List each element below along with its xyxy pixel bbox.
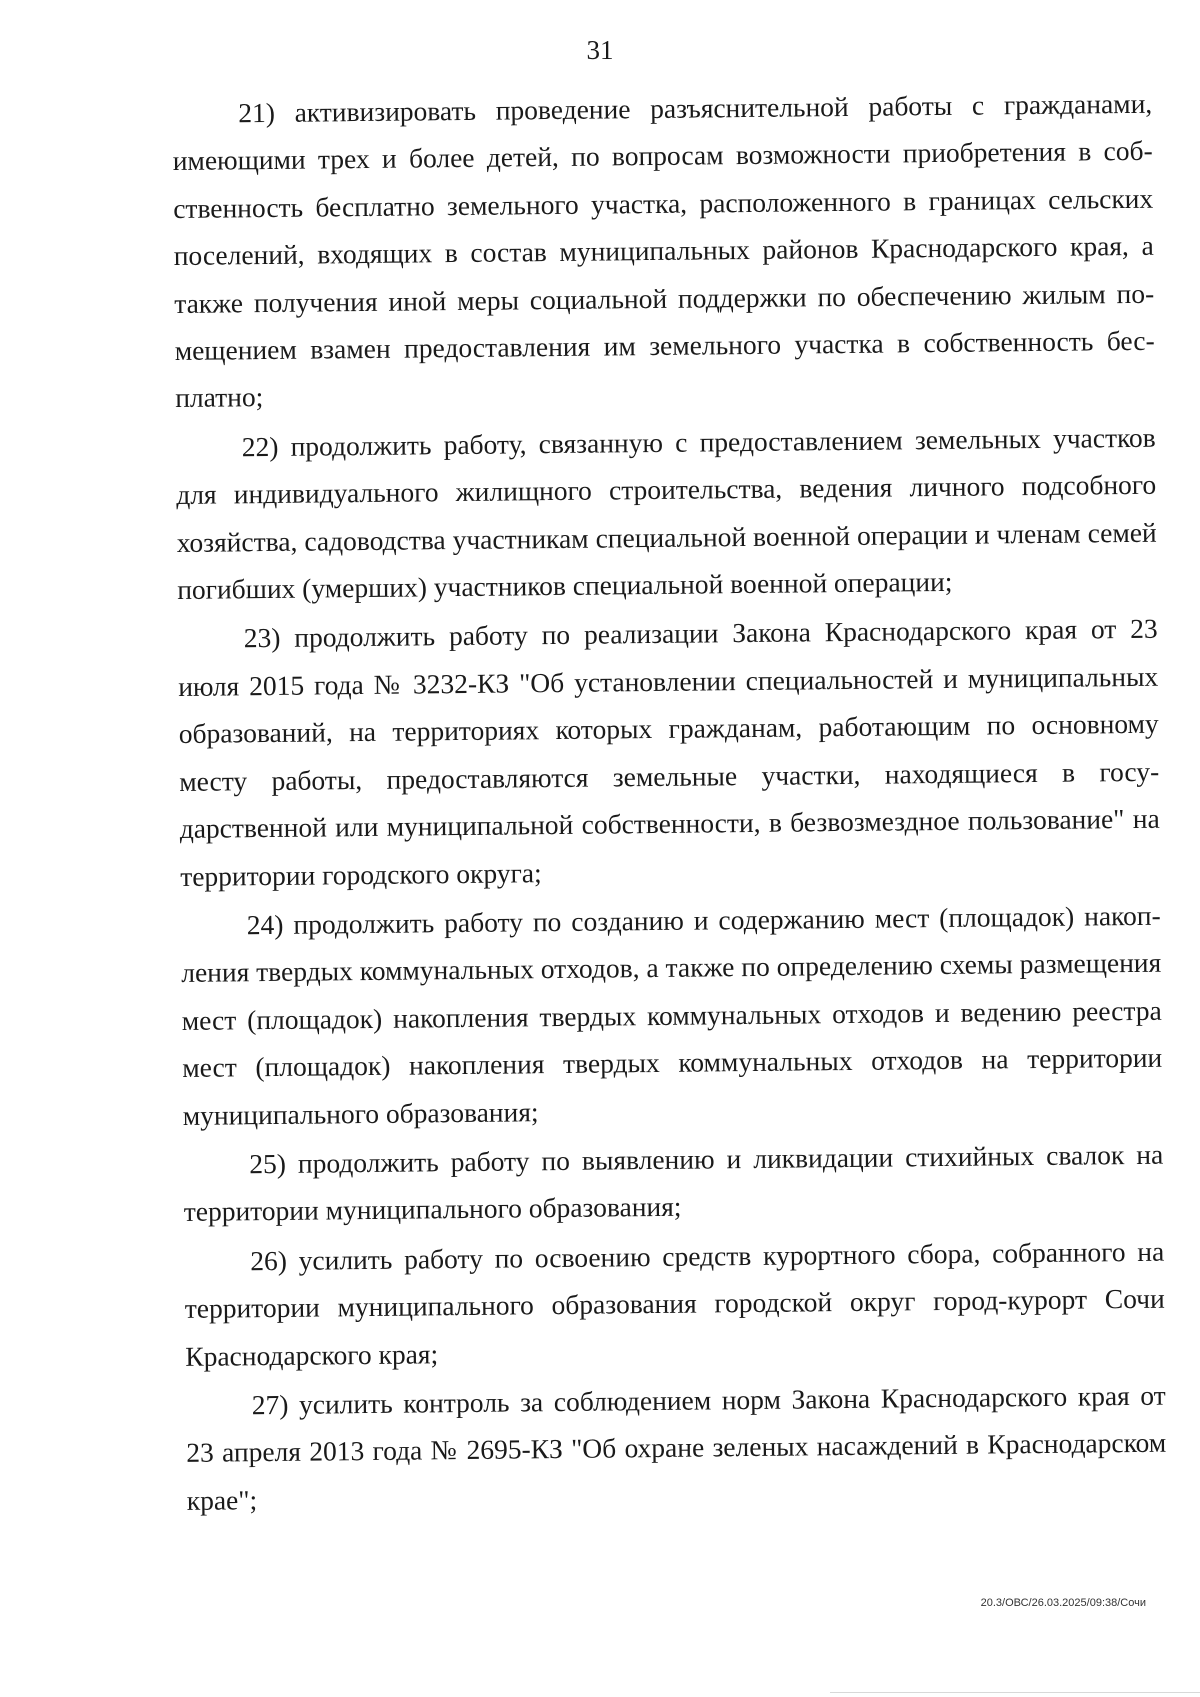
paragraph-21: 21) активизировать проведение разъяснительной работы с гражданами, имеющими трех и более детей, по вопросам возможности приобретения в собственность бесплатно земельного участка, расположенного в границах сельских поселений, входящих в состав муниципальных районов Краснодарского края, а также получения иной меры социальной поддержки по обеспечению жилым помещением взамен предоставления им земельного участка в собственность бесплатно; xyxy=(172,87,1155,414)
paragraph-23: 23) продолжить работу по реализации Закона Краснодарского края от 23 июля 2015 года № 3232-КЗ "Об установлении специальностей и муниципальных образований, на территориях которых гражданам, работающим по основному месту работы, предоставляются земельные участки, находящиеся в государственной или муниципальной собственности, в безвозмездное пользование" на территории городского округа; xyxy=(178,613,1160,892)
page-number: 31 xyxy=(586,35,614,65)
paragraph-25: 25) продолжить работу по выявлению и ликвидации стихийных свалок на территории муниципального образования; xyxy=(183,1138,1164,1228)
paragraph-22: 22) продолжить работу, связанную с предоставлением земельных участков для индивидуального жилищного строительства, ведения личного подсобного хозяйства, садоводства участникам специальной военной операции и членам семей погибших (умерших) участников специальной военной операции; xyxy=(176,421,1157,606)
scan-edge-line xyxy=(830,1692,1200,1693)
registration-stamp: 20.3/ОВС/26.03.2025/09:38/Сочи xyxy=(980,1597,1146,1609)
document-body xyxy=(172,80,1167,1526)
paragraph-24: 24) продолжить работу по созданию и содержанию мест (площадок) накопления твердых коммунальных отходов, а также по определению схемы размещения мест (площадок) накопления твердых коммунальных отходов и ведению реестра мест (площадок) накопления твердых коммунальных отходов на территории муниципального образования; xyxy=(181,899,1163,1131)
paragraph-27: 27) усилить контроль за соблюдением норм Закона Краснодарского края от 23 апреля 2013 года № 2695-КЗ "Об охране зеленых насаждений в Краснодарском крае"; xyxy=(186,1379,1167,1516)
paragraph-26: 26) усилить работу по освоению средств курортного сбора, собранного на территории муниципального образования городской округ город-курорт Сочи Краснодарского края; xyxy=(184,1235,1165,1372)
